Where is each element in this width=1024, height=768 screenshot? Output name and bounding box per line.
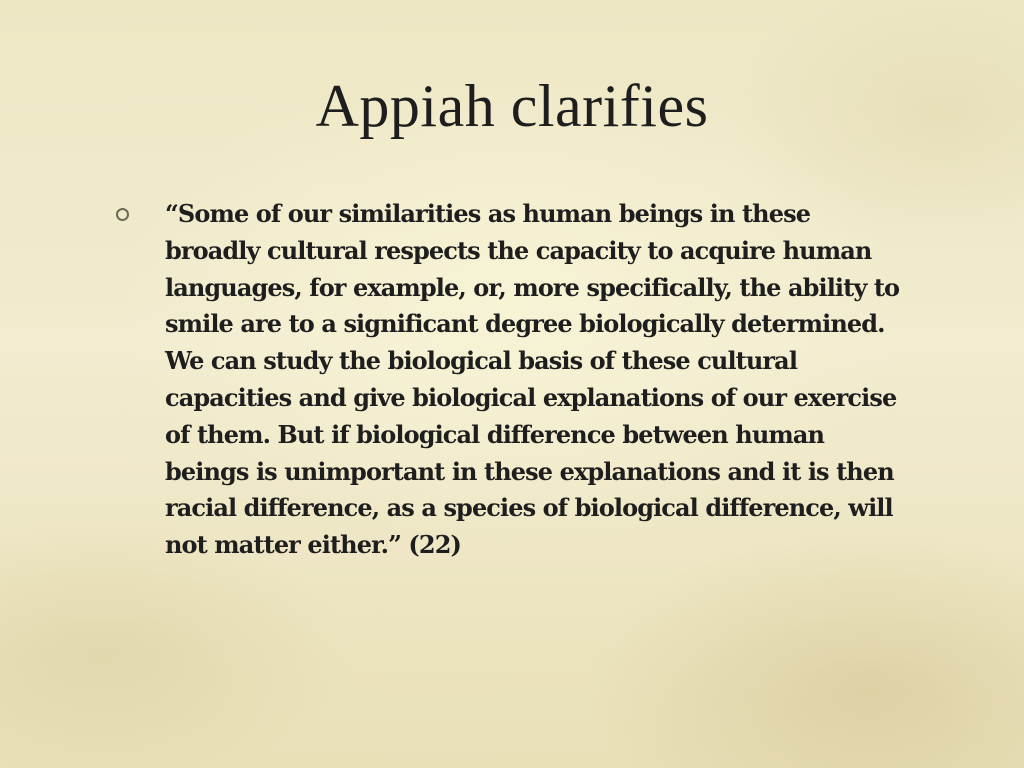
bullet-item [110,196,910,564]
slide-title: Appiah clarifies [315,73,709,139]
hollow-circle-bullet-icon [116,208,129,221]
bullet-quote-text: “Some of our similarities as human beings in these broadly cultural respects the capacity to acquire human languages, for example, or, more specifically, the ability to smile are to a significant degree biologically determined. We can study the biological basis of these cultural capacities and give biological explanations of our exercise of them. But if biological difference between human beings is unimportant in these explanations and it is then racial difference, as a species of biological difference, will not matter either.” (22) [165,199,900,560]
